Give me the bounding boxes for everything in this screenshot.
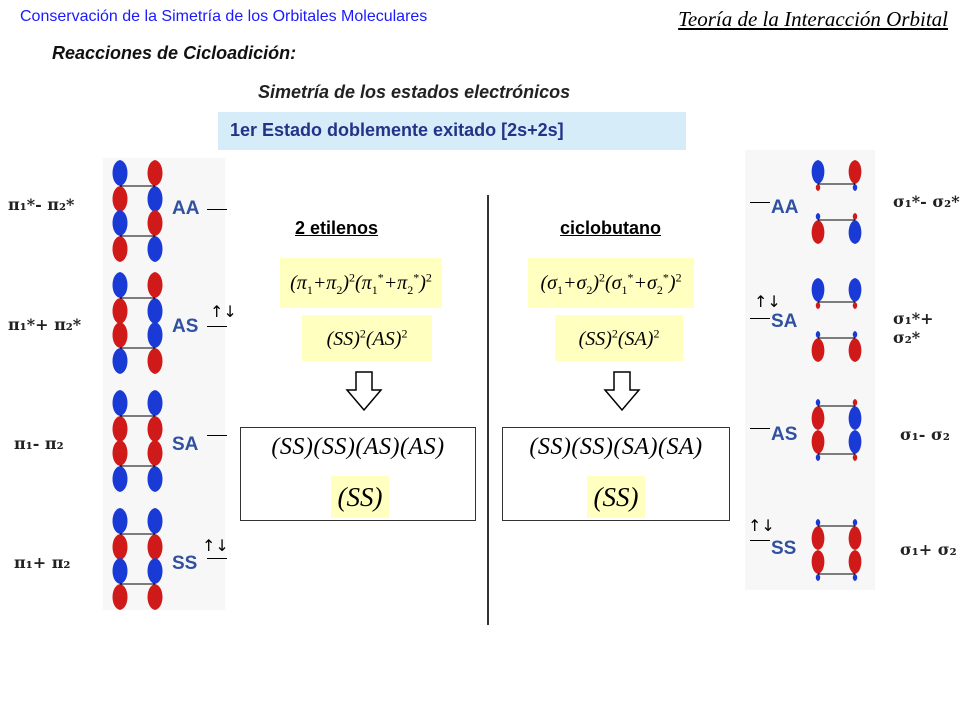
cyclobutane-sym-4: SS (771, 538, 797, 559)
cyclobutane-occupancy-4: ↑↓ (748, 516, 775, 535)
section-title: Reacciones de Cicloadición: (52, 43, 297, 63)
ethylene-sym-3: SA (172, 434, 199, 455)
cyclobutane-heading: ciclobutano (560, 218, 662, 238)
ethylene-mo-label-2: π₁*+ π₂* (8, 315, 82, 334)
state-label: 1er Estado doblemente exitado [2s+2s] (230, 120, 564, 140)
ethylene-sym-1: AA (172, 198, 200, 219)
cyclobutane-symmetry-box (555, 315, 683, 361)
ethylene-sym-2: AS (172, 316, 199, 337)
state-label-box (218, 112, 686, 150)
subtitle: Simetría de los estados electrónicos (258, 82, 571, 102)
ethylene-level-4 (207, 558, 227, 559)
cyclobutane-config-box (528, 258, 694, 308)
cyclobutane-mo-label-3: σ₁- σ₂ (900, 425, 950, 444)
cyclobutane-level-4 (750, 540, 770, 541)
cyclobutane-mo-label-1: σ₁*- σ₂* (893, 192, 960, 211)
cyclobutane-sym-3: AS (771, 424, 798, 445)
cyclobutane-mo-label-2: σ₁*+ σ₂* (893, 309, 934, 347)
ethylene-mo-label-4: π₁+ π₂ (14, 553, 71, 572)
ethylene-level-3 (207, 435, 227, 436)
cyclobutane-config-render: $(\sigma_1+\sigma_2)^2(\sigma_1^*+\sigma_2^*)^2$ (540, 270, 682, 297)
cyclobutane-result: (SS) (587, 476, 645, 518)
cyclobutane-level-3 (750, 428, 770, 429)
ethylene-level-1 (207, 209, 227, 210)
cyclobutane-symmetry-render: (SS)$^2$(SA)$^2$ (578, 326, 660, 350)
cyclobutane-sym-1: AA (771, 197, 799, 218)
cyclobutane-level-1 (750, 202, 770, 203)
ethylene-config-box (280, 258, 442, 308)
header-right-title: Teoría de la Interacción Orbital (678, 7, 948, 31)
column-divider (487, 195, 489, 625)
ethylene-symmetry-box (302, 315, 432, 361)
cyclobutane-level-2 (750, 318, 770, 319)
cyclobutane-down-arrow-icon (602, 370, 642, 412)
ethylene-mo-label-1: π₁*- π₂* (8, 195, 75, 214)
ethylene-sym-4: SS (172, 553, 198, 574)
cyclobutane-sym-2: SA (771, 311, 798, 332)
ethylene-symmetry-render: (SS)$^2$(AS)$^2$ (326, 326, 408, 350)
cyclobutane-occupancy-2: ↑↓ (754, 292, 781, 311)
ethylene-result-box (240, 427, 476, 521)
ethylene-occupancy-4: ↑↓ (202, 536, 229, 555)
cyclobutane-product: (SS)(SS)(SA)(SA) (529, 434, 703, 460)
ethylene-mo-label-3: π₁- π₂ (14, 434, 64, 453)
cyclobutane-result-box (502, 427, 730, 521)
ethylene-heading: 2 etilenos (295, 218, 379, 238)
ethylene-config-render: $(\pi_1+\pi_2)^2(\pi_1^*+\pi_2^*)^2$ (290, 270, 432, 297)
ethylene-product: (SS)(SS)(AS)(AS) (271, 434, 445, 460)
header-left-title: Conservación de la Simetría de los Orbitales Moleculares (20, 8, 428, 25)
ethylene-down-arrow-icon (344, 370, 384, 412)
ethylene-orbitals-diagram (103, 158, 173, 610)
ethylene-level-2 (207, 326, 227, 327)
ethylene-occupancy-2: ↑↓ (210, 302, 237, 321)
cyclobutane-orbitals-diagram (800, 150, 875, 590)
ethylene-result: (SS) (331, 476, 389, 518)
cyclobutane-mo-label-4: σ₁+ σ₂ (900, 540, 957, 559)
